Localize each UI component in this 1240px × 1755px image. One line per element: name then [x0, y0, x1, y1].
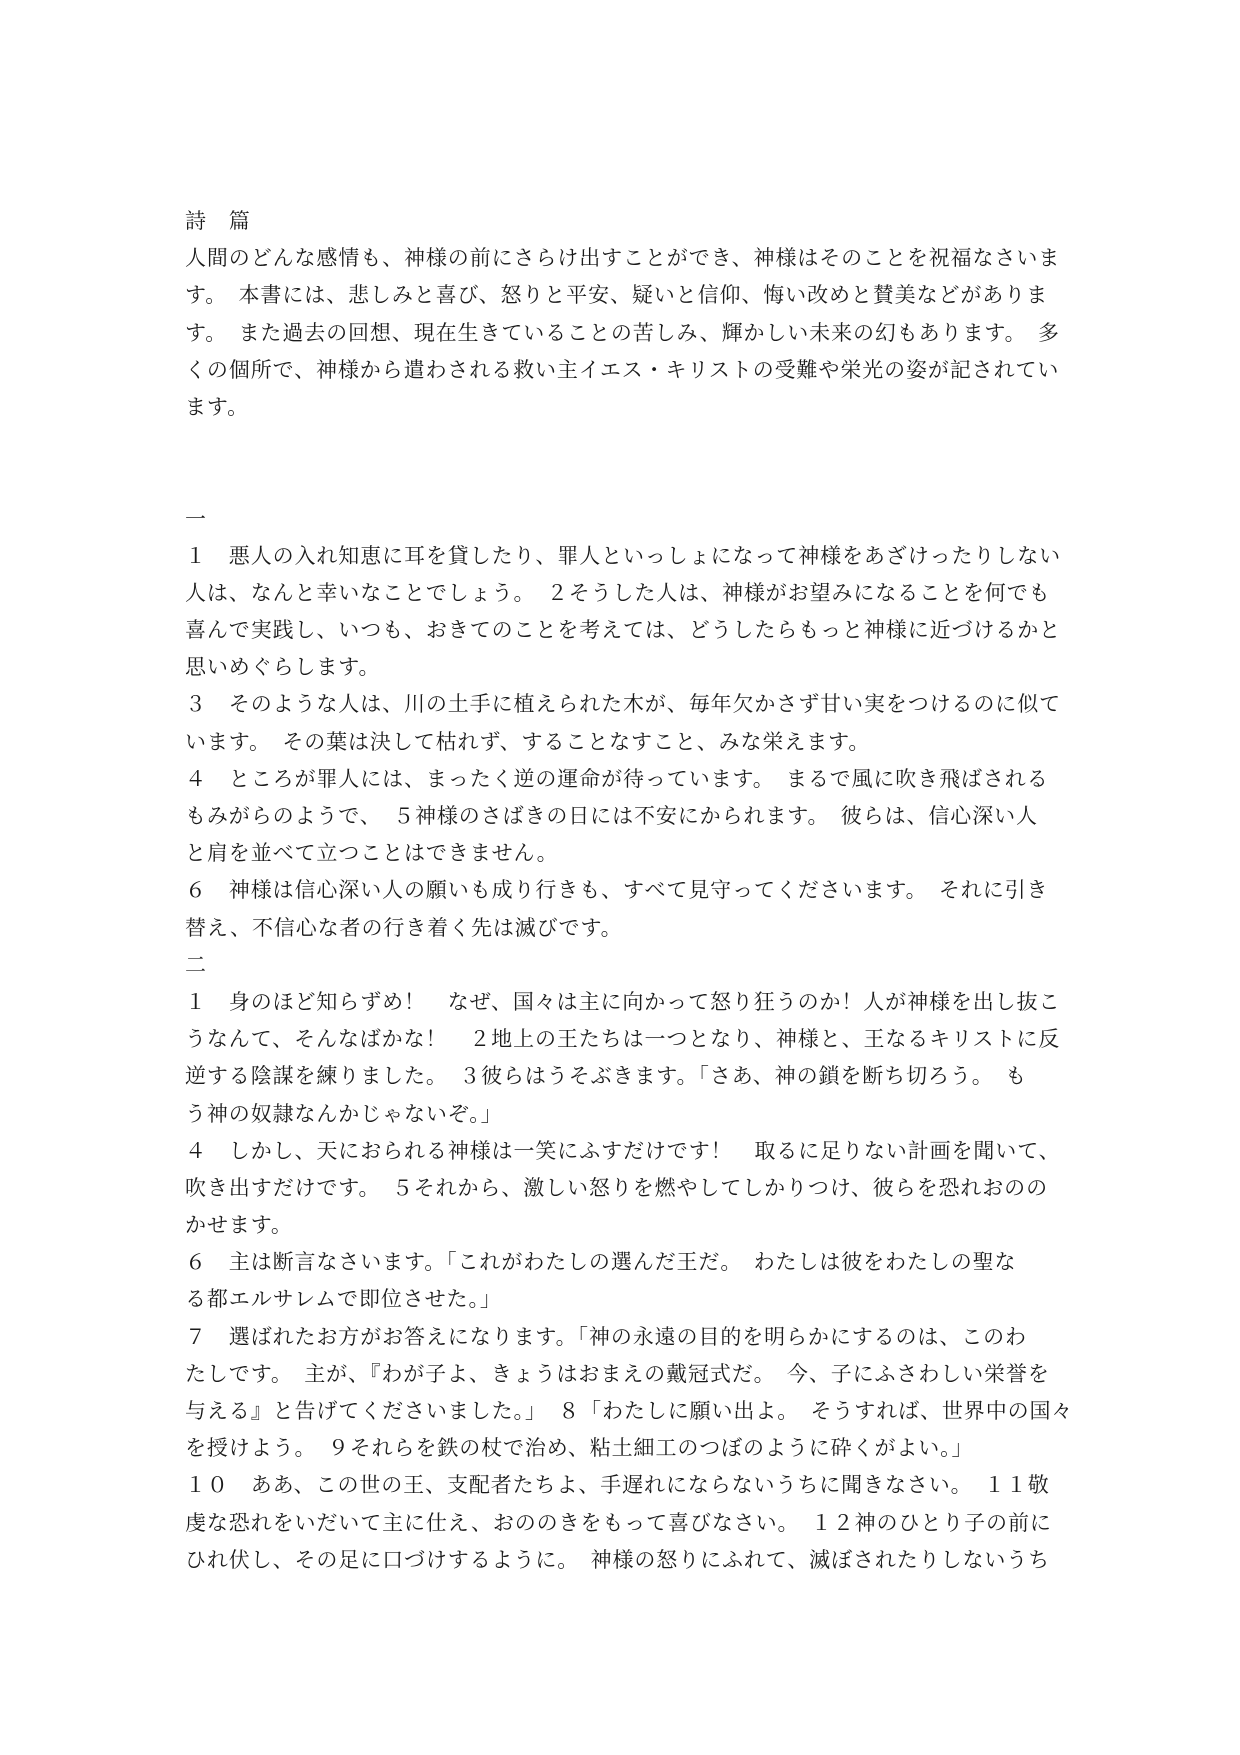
- verse-line: 与える』と告げてくださいました。」 ８「わたしに願い出よ。 そうすれば、世界中の国々: [185, 1399, 1074, 1423]
- verse-line: たしです。 主が、『わが子よ、きょうはおまえの戴冠式だ。 今、子にふさわしい栄誉を: [185, 1361, 1050, 1386]
- blank-line: [185, 463, 1063, 500]
- verse-line: ひれ伏し、その足に口づけするように。 神様の怒りにふれて、滅ぼされたりしないうち: [185, 1547, 1051, 1572]
- verse-line: る都エルサレムで即位させた。」: [185, 1287, 502, 1312]
- blank-line: [185, 426, 1063, 463]
- verse-line: ７ 選ばれたお方がお答えになります。「神の永遠の目的を明らかにするのは、このわ: [185, 1324, 1027, 1349]
- verse-line: かせます。: [185, 1213, 293, 1238]
- verse-line: ３ そのような人は、川の土手に植えられた木が、毎年欠かさず甘い実をつけるのに似て: [185, 692, 1061, 717]
- intro-line: す。 また過去の回想、現在生きていることの苦しみ、輝かしい未来の幻もあります。 多: [185, 320, 1060, 345]
- intro-line: 人間のどんな感情も、神様の前にさらけ出すことができ、神様はそのことを祝福なさいま: [185, 246, 1061, 271]
- chapter-heading: 二: [185, 952, 207, 977]
- verse-line: 喜んで実践し、いつも、おきてのことを考えては、どうしたらもっと神様に近づけるかと: [185, 618, 1061, 643]
- verse-line: 思いめぐらします。: [185, 655, 381, 680]
- verse-line: うなんて、そんなばかな！ ２地上の王たちは一つとなり、神様と、王なるキリストに反: [185, 1027, 1061, 1052]
- verse-line: を授けよう。 ９それらを鉄の杖で治め、粘土細工のつぼのように砕くがよい。」: [185, 1436, 974, 1461]
- verse-line: ６ 神様は信心深い人の願いも成り行きも、すべて見守ってくださいます。 それに引き: [185, 878, 1049, 903]
- verse-line: 人は、なんと幸いなことでしょう。 ２そうした人は、神様がお望みになることを何でも: [185, 580, 1051, 605]
- verse-line: 吹き出すだけです。 ５それから、激しい怒りを燃やしてしかりつけ、彼らを恐れおのの: [185, 1175, 1048, 1200]
- verse-line: 替え、不信心な者の行き着く先は滅びです。: [185, 915, 623, 940]
- verse-line: １０ ああ、この世の王、支配者たちよ、手遅れにならないうちに聞きなさい。 １１敬: [185, 1473, 1050, 1498]
- verse-line: ４ しかし、天におられる神様は一笑にふすだけです！ 取るに足りない計画を聞いて、: [185, 1138, 1061, 1163]
- verse-line: う神の奴隷なんかじゃないぞ。」: [185, 1101, 503, 1126]
- chapter-heading: 一: [185, 506, 207, 531]
- verse-line: １ 悪人の入れ知恵に耳を貸したり、罪人といっしょになって神様をあざけったりしない: [185, 543, 1061, 568]
- verse-line: １ 身のほど知らずめ！ なぜ、国々は主に向かって怒り狂うのか！人が神様を出し抜こ: [185, 989, 1061, 1014]
- verse-line: ６ 主は断言なさいます。「これがわたしの選んだ王だ。 わたしは彼をわたしの聖な: [185, 1250, 1017, 1275]
- verse-line: 虔な恐れをいだいて主に仕え、おののきをもって喜びなさい。 １２神のひとり子の前に: [185, 1510, 1052, 1535]
- intro-line: ます。: [185, 394, 250, 419]
- verse-line: もみがらのようで、 ５神様のさばきの日には不安にかられます。 彼らは、信心深い人: [185, 804, 1038, 828]
- document-title: 詩 篇: [185, 209, 251, 233]
- intro-line: す。 本書には、悲しみと喜び、怒りと平安、疑いと信仰、悔い改めと賛美などがありま: [185, 283, 1048, 308]
- document-text: [185, 203, 1074, 1579]
- verse-line: と肩を並べて立つことはできません。: [185, 841, 559, 866]
- verse-line: 逆する陰謀を練りました。 ３彼らはうそぶきます。「さあ、神の鎖を断ち切ろう。 も: [185, 1064, 1027, 1089]
- verse-line: ４ ところが罪人には、まったく逆の運命が待っています。 まるで風に吹き飛ばされる: [185, 766, 1049, 791]
- verse-line: います。 その葉は決して枯れず、することなすこと、みな栄えます。: [185, 729, 871, 754]
- intro-line: くの個所で、神様から遣わされる救い主イエス・キリストの受難や栄光の姿が記されてい: [185, 357, 1060, 382]
